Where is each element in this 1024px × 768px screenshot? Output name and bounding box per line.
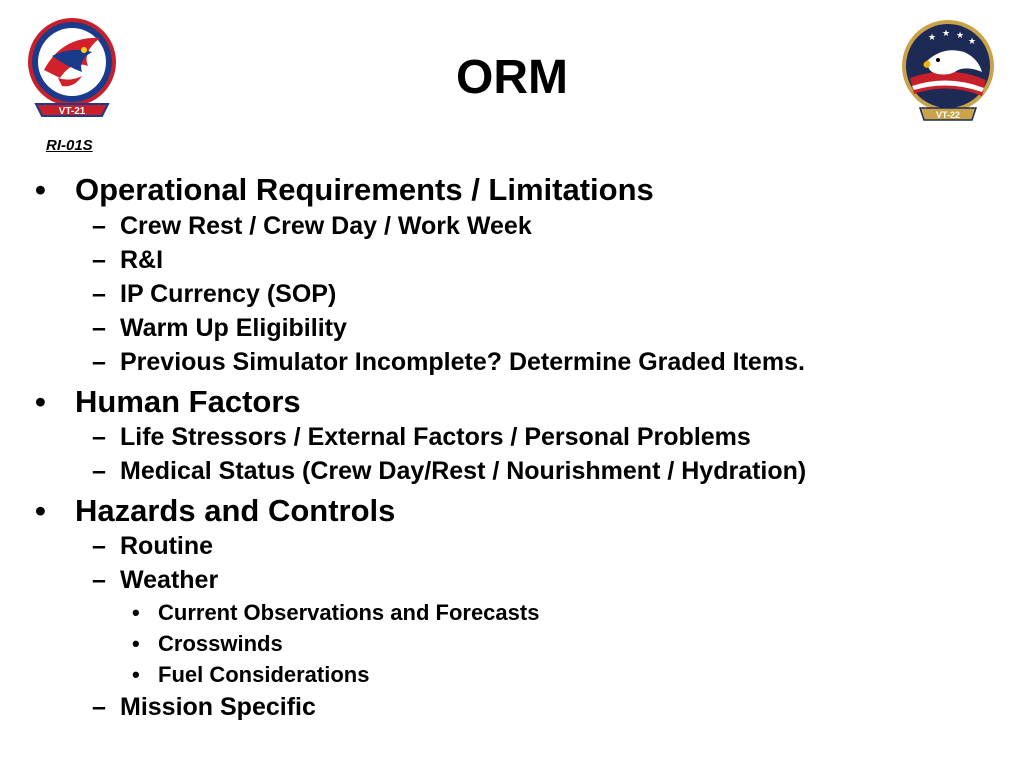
svg-text:★: ★ bbox=[956, 30, 965, 40]
bullet-marker: • bbox=[35, 384, 46, 419]
vt-22-logo-text: VT-22 bbox=[935, 110, 961, 120]
sub-bullet-text: Weather bbox=[120, 566, 219, 594]
bullet-human-factors bbox=[35, 384, 301, 420]
svg-text:★: ★ bbox=[928, 32, 937, 42]
sub-sub-bullet-text: Fuel Considerations bbox=[158, 662, 370, 687]
svg-text:★: ★ bbox=[942, 28, 951, 38]
dash-marker: – bbox=[92, 693, 106, 721]
sub-bullet-text: Routine bbox=[120, 532, 214, 560]
sub-bullet-text: Life Stressors / External Factors / Personal Problems bbox=[120, 423, 751, 451]
sub-bullet-weather bbox=[92, 566, 218, 595]
vt-21-logo-text: VT-21 bbox=[58, 106, 86, 117]
dash-marker: – bbox=[92, 532, 106, 560]
dash-marker: – bbox=[92, 314, 106, 342]
dash-marker: – bbox=[92, 566, 106, 594]
sub-sub-bullet-text: Current Observations and Forecasts bbox=[158, 600, 540, 625]
sub-bullet bbox=[92, 246, 163, 275]
sub-bullet bbox=[92, 280, 336, 309]
dash-marker: – bbox=[92, 423, 106, 451]
bullet-marker: • bbox=[35, 493, 46, 528]
sub-bullet-text: Warm Up Eligibility bbox=[120, 314, 347, 342]
sub-bullet bbox=[92, 348, 805, 377]
sub-bullet-text: Mission Specific bbox=[120, 693, 316, 721]
sub-bullet bbox=[92, 212, 532, 241]
sub-bullet-text: Medical Status (Crew Day/Rest / Nourishment / Hydration) bbox=[120, 457, 807, 485]
sub-sub-bullet-text: Crosswinds bbox=[158, 631, 283, 656]
svg-text:★: ★ bbox=[968, 36, 977, 46]
bullet-text: Operational Requirements / Limitations bbox=[75, 172, 654, 207]
dash-marker: – bbox=[92, 246, 106, 274]
sub-bullet-text: Previous Simulator Incomplete? Determine Graded Items. bbox=[120, 348, 805, 376]
bullet-marker: • bbox=[132, 662, 140, 687]
sub-bullet-text: R&I bbox=[120, 246, 164, 274]
dash-marker: – bbox=[92, 280, 106, 308]
bullet-operational-requirements bbox=[35, 172, 654, 208]
sub-bullet bbox=[92, 423, 751, 452]
bullet-marker: • bbox=[132, 631, 140, 656]
bullet-text: Hazards and Controls bbox=[75, 493, 396, 528]
sub-bullet-text: IP Currency (SOP) bbox=[120, 280, 337, 308]
sub-bullet bbox=[92, 457, 806, 486]
sub-bullet-text: Crew Rest / Crew Day / Work Week bbox=[120, 212, 532, 240]
bullet-marker: • bbox=[132, 600, 140, 625]
sub-sub-bullet bbox=[132, 662, 369, 688]
bullet-marker: • bbox=[35, 172, 46, 207]
course-code-label: RI-01S bbox=[46, 137, 93, 154]
dash-marker: – bbox=[92, 457, 106, 485]
bullet-text: Human Factors bbox=[75, 384, 301, 419]
sub-bullet-routine bbox=[92, 532, 213, 561]
sub-bullet bbox=[92, 314, 347, 343]
sub-bullet-mission-specific bbox=[92, 693, 316, 722]
sub-sub-bullet bbox=[132, 631, 283, 657]
sub-sub-bullet bbox=[132, 600, 539, 626]
dash-marker: – bbox=[92, 348, 106, 376]
dash-marker: – bbox=[92, 212, 106, 240]
bullet-hazards-and-controls bbox=[35, 493, 395, 529]
slide-title: ORM bbox=[456, 51, 568, 104]
